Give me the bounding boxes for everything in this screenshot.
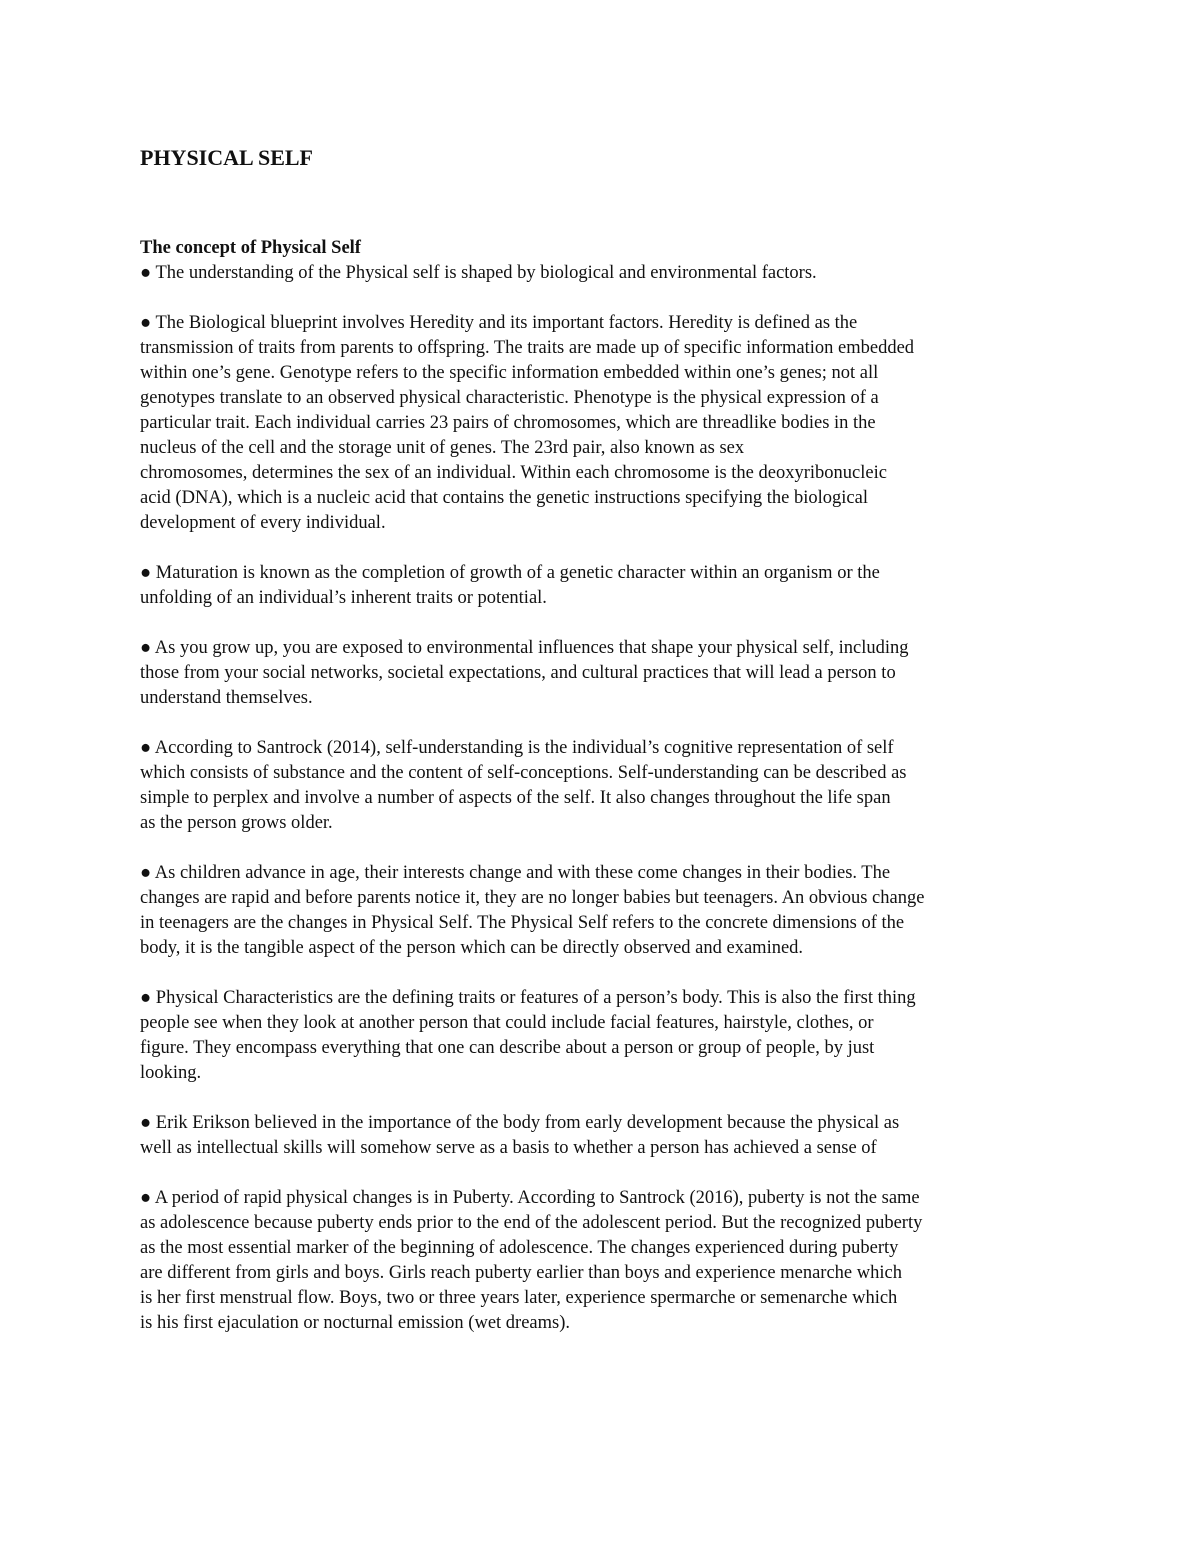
paragraph-line: as the most essential marker of the beginning of adolescence. The changes experienced during puberty bbox=[140, 1238, 899, 1258]
paragraph-line: ● According to Santrock (2014), self-understanding is the individual’s cognitive representation of self bbox=[140, 738, 894, 758]
section-heading: The concept of Physical Self bbox=[140, 238, 361, 258]
paragraph-line: those from your social networks, societal expectations, and cultural practices that will lead a person to bbox=[140, 663, 896, 683]
document-title: PHYSICAL SELF bbox=[140, 145, 313, 170]
paragraph-line: development of every individual. bbox=[140, 513, 386, 533]
paragraph bbox=[140, 1186, 1070, 1336]
paragraph-line: as adolescence because puberty ends prior to the end of the adolescent period. But the recognized puberty bbox=[140, 1213, 923, 1233]
paragraph-line: which consists of substance and the content of self-conceptions. Self-understanding can be described as bbox=[140, 763, 907, 783]
paragraph bbox=[140, 1111, 1070, 1161]
paragraph-line: transmission of traits from parents to offspring. The traits are made up of specific information embedded bbox=[140, 338, 915, 358]
paragraph bbox=[140, 986, 1070, 1086]
paragraph-line: is her first menstrual flow. Boys, two or three years later, experience spermarche or semenarche which bbox=[140, 1288, 898, 1308]
paragraph bbox=[140, 736, 1070, 836]
paragraph bbox=[140, 636, 1070, 711]
paragraph-line: looking. bbox=[140, 1063, 202, 1083]
paragraph bbox=[140, 311, 1070, 536]
paragraph-line: within one’s gene. Genotype refers to the specific information embedded within one’s genes; not all bbox=[140, 363, 879, 383]
paragraph-line: ● As children advance in age, their interests change and with these come changes in their bodies. The bbox=[140, 863, 891, 883]
paragraph-line: ● Maturation is known as the completion of growth of a genetic character within an organism or the bbox=[140, 563, 880, 583]
paragraph-line: unfolding of an individual’s inherent traits or potential. bbox=[140, 588, 547, 608]
paragraph-line: body, it is the tangible aspect of the person which can be directly observed and examined. bbox=[140, 938, 804, 958]
paragraph-line: ● Erik Erikson believed in the importance of the body from early development because the physical as bbox=[140, 1113, 900, 1133]
paragraph-line: genotypes translate to an observed physical characteristic. Phenotype is the physical expression of a bbox=[140, 388, 879, 408]
paragraph-line: particular trait. Each individual carries 23 pairs of chromosomes, which are threadlike bodies in the bbox=[140, 413, 876, 433]
paragraph-line: acid (DNA), which is a nucleic acid that contains the genetic instructions specifying the biological bbox=[140, 488, 868, 508]
paragraph-line: figure. They encompass everything that one can describe about a person or group of people, by just bbox=[140, 1038, 875, 1058]
paragraph-line: as the person grows older. bbox=[140, 813, 333, 833]
paragraph-line: people see when they look at another person that could include facial features, hairstyle, clothes, or bbox=[140, 1013, 874, 1033]
paragraph bbox=[140, 861, 1070, 961]
paragraph-line: simple to perplex and involve a number of aspects of the self. It also changes throughout the life span bbox=[140, 788, 891, 808]
paragraph-line: ● The understanding of the Physical self is shaped by biological and environmental factors. bbox=[140, 263, 817, 283]
paragraph-line: in teenagers are the changes in Physical Self. The Physical Self refers to the concrete dimensions of the bbox=[140, 913, 905, 933]
paragraph-line: chromosomes, determines the sex of an individual. Within each chromosome is the deoxyribonucleic bbox=[140, 463, 887, 483]
paragraph-line: understand themselves. bbox=[140, 688, 313, 708]
document-body bbox=[140, 236, 1070, 1336]
paragraph-line: ● A period of rapid physical changes is in Puberty. According to Santrock (2016), puberty is not the same bbox=[140, 1188, 920, 1208]
paragraph-line: ● The Biological blueprint involves Heredity and its important factors. Heredity is defined as the bbox=[140, 313, 858, 333]
paragraph-line: ● Physical Characteristics are the defining traits or features of a person’s body. This is also the first thing bbox=[140, 988, 916, 1008]
paragraph bbox=[140, 261, 1070, 286]
paragraph-line: changes are rapid and before parents notice it, they are no longer babies but teenagers. An obvious change bbox=[140, 888, 925, 908]
paragraph-line: ● As you grow up, you are exposed to environmental influences that shape your physical self, including bbox=[140, 638, 909, 658]
paragraph-list bbox=[140, 261, 1070, 1336]
paragraph-line: is his first ejaculation or nocturnal emission (wet dreams). bbox=[140, 1313, 571, 1333]
paragraph bbox=[140, 561, 1070, 611]
paragraph-line: are different from girls and boys. Girls reach puberty earlier than boys and experience menarche which bbox=[140, 1263, 902, 1283]
paragraph-line: well as intellectual skills will somehow serve as a basis to whether a person has achieved a sense of bbox=[140, 1138, 877, 1158]
paragraph-line: nucleus of the cell and the storage unit of genes. The 23rd pair, also known as sex bbox=[140, 438, 745, 458]
